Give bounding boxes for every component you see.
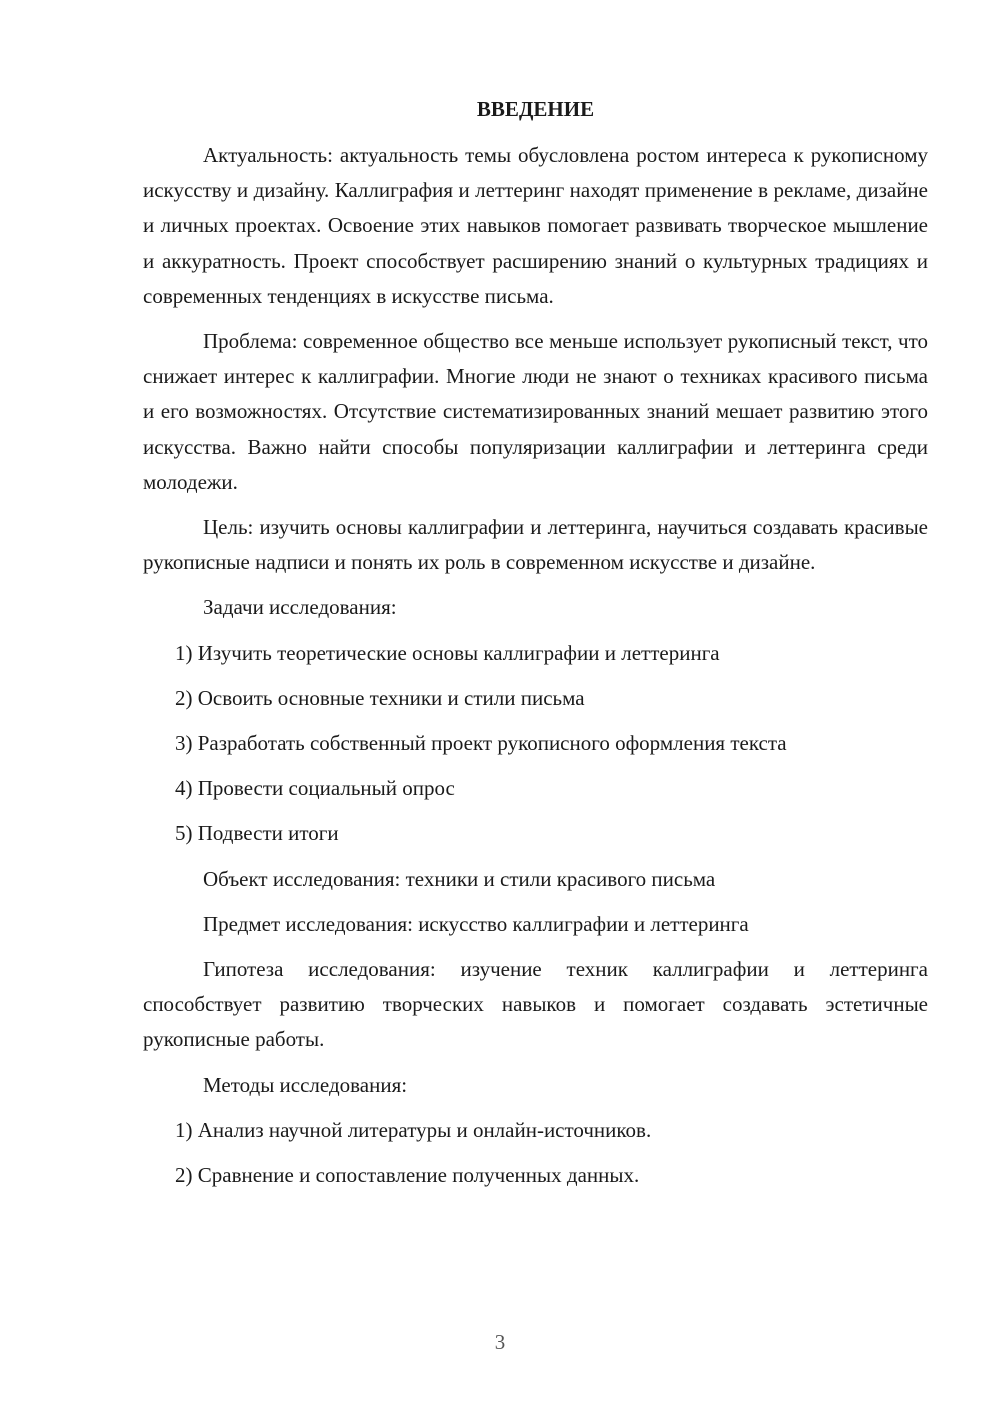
research-subject: Предмет исследования: искусство каллиграфии и леттеринга [203,911,749,936]
method-item: 1) Анализ научной литературы и онлайн-источников. [175,1117,652,1142]
task-item: 2) Освоить основные техники и стили письма [175,685,585,710]
tasks-title: Задачи исследования: [203,595,397,620]
problem-paragraph: Проблема: современное общество все меньше использует рукописный текст, что снижает интерес к каллиграфии. Многие люди не знают о техниках красивого письма и его возможностях. Отсутствие систематизированных знаний мешает развитию этого искусства. Важно найти способы популяризации каллиграфии и леттеринга среди молодежи. [143,329,928,494]
goal-paragraph: Цель: изучить основы каллиграфии и леттеринга, научиться создавать красивые рукописные надписи и понять их роль в современном искусстве и дизайне. [143,515,928,575]
task-item: 5) Подвести итоги [175,821,339,846]
section-heading: ВВЕДЕНИЕ [476,97,595,121]
task-item: 3) Разработать собственный проект рукописного оформления текста [175,731,787,756]
hypothesis-paragraph: Гипотеза исследования: изучение техник каллиграфии и леттеринга способствует развитию творческих навыков и помогает создавать эстетичные рукописные работы. [143,957,928,1052]
page-number: 3 [494,1330,506,1354]
document-page [143,94,928,1203]
research-object: Объект исследования: техники и стили красивого письма [203,866,716,891]
task-item: 4) Провести социальный опрос [175,776,455,801]
task-item: 1) Изучить теоретические основы каллиграфии и леттеринга [175,640,720,665]
method-item: 2) Сравнение и сопоставление полученных данных. [175,1163,640,1188]
relevance-paragraph: Актуальность: актуальность темы обусловлена ростом интереса к рукописному искусству и дизайну. Каллиграфия и леттеринг находят применение в рекламе, дизайне и личных проектах. Освоение этих навыков помогает развивать творческое мышление и аккуратность. Проект способствует расширению знаний о культурных традициях и современных тенденциях в искусстве письма. [143,143,928,308]
methods-title: Методы исследования: [203,1072,408,1097]
